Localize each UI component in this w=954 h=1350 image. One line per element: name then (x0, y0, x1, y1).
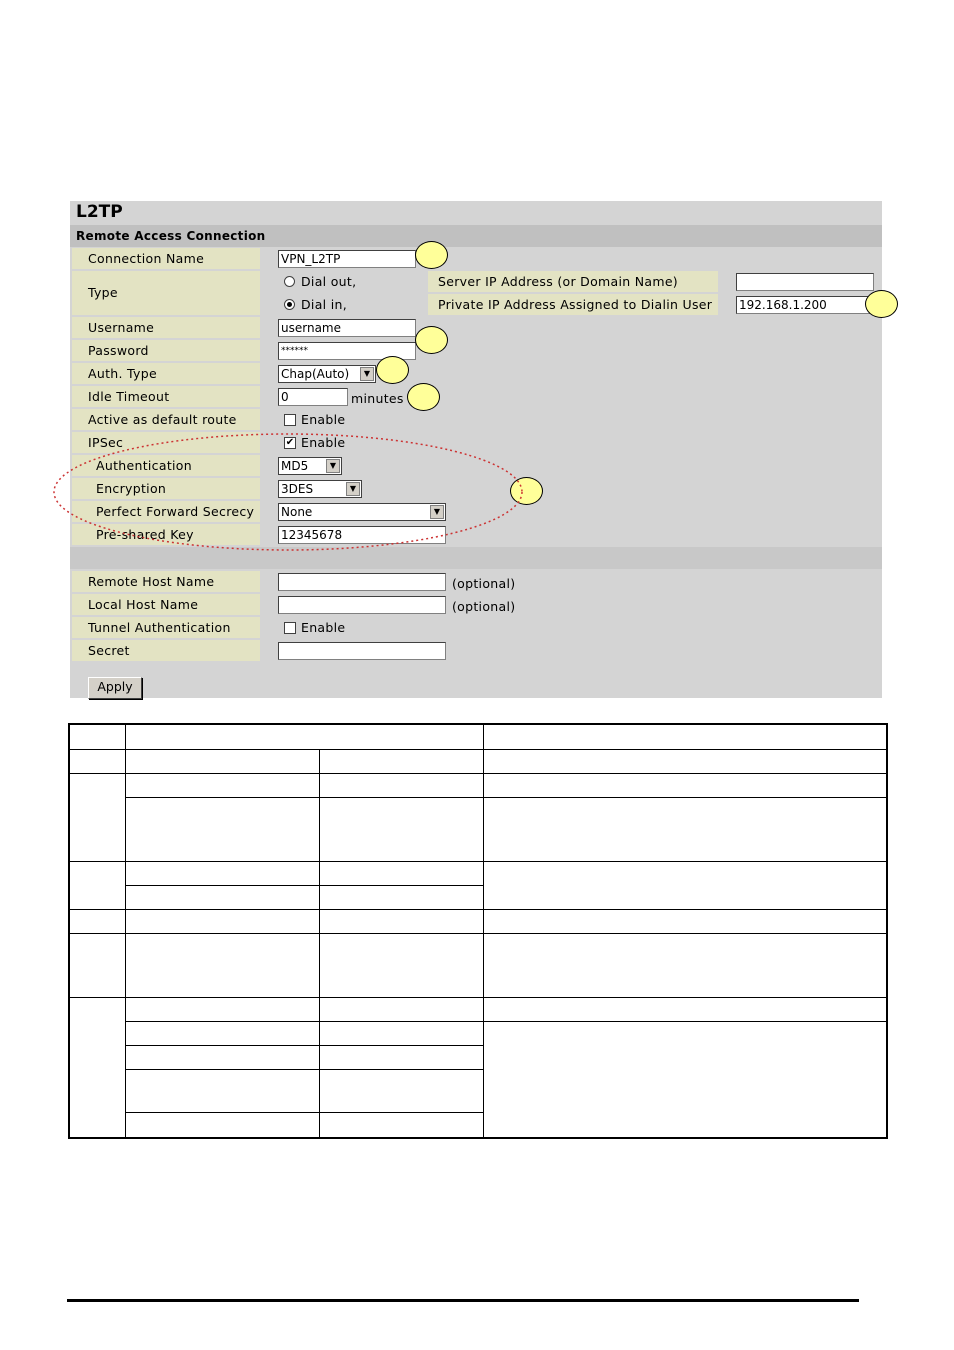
table-row-line (125, 1045, 483, 1046)
encryption-label: Encryption (72, 478, 260, 499)
chevron-down-icon: ▼ (326, 459, 340, 473)
page-title: L2TP (76, 202, 123, 222)
default-route-cell (262, 409, 882, 430)
ipsec-auth-value: MD5 (281, 459, 309, 473)
private-ip-cell (720, 294, 882, 315)
local-host-hint: (optional) (452, 599, 516, 614)
type-label: Type (72, 271, 260, 315)
table-col-line (319, 749, 320, 1139)
table-row-line (68, 997, 888, 998)
tunnel-auth-label: Tunnel Authentication (72, 617, 260, 638)
server-ip-cell (720, 271, 882, 292)
chevron-down-icon: ▼ (430, 505, 444, 519)
table-frame (68, 723, 888, 1139)
table-row-line (125, 1069, 483, 1070)
local-host-input[interactable] (278, 596, 446, 614)
remote-host-input[interactable] (278, 573, 446, 591)
dial-out-cell (262, 271, 426, 292)
auth-type-cell (262, 363, 882, 384)
private-ip-input[interactable]: 192.168.1.200 (736, 296, 874, 314)
auth-type-value: Chap(Auto) (281, 367, 350, 381)
server-ip-label: Server IP Address (or Domain Name) (428, 271, 718, 292)
default-route-checkbox[interactable] (284, 414, 296, 426)
ipsec-checkbox[interactable]: ✔ (285, 437, 295, 448)
ipsec-auth-label: Authentication (72, 455, 260, 476)
default-route-option: Enable (301, 412, 346, 427)
remote-host-label: Remote Host Name (72, 571, 260, 592)
default-route-label: Active as default route (72, 409, 260, 430)
pfs-label: Perfect Forward Secrecy (72, 501, 260, 522)
username-input[interactable]: username (278, 319, 416, 337)
dial-in-cell (262, 294, 426, 315)
chevron-down-icon: ▼ (346, 482, 360, 496)
username-cell (262, 317, 882, 338)
connection-name-cell (262, 248, 882, 269)
idle-timeout-input[interactable]: 0 (278, 388, 348, 406)
table-col-line (483, 723, 484, 1139)
table-row-line (68, 861, 888, 862)
psk-input[interactable]: 12345678 (278, 526, 446, 544)
private-ip-label: Private IP Address Assigned to Dialin User (428, 294, 718, 315)
callout-marker (865, 290, 898, 318)
apply-button[interactable]: Apply (88, 677, 142, 699)
ipsec-highlight-ellipse (50, 430, 530, 560)
tunnel-auth-cell (262, 617, 882, 638)
chevron-down-icon: ▼ (360, 367, 374, 381)
callout-marker (407, 383, 440, 411)
psk-label: Pre-shared Key (72, 524, 260, 545)
table-row-line (68, 933, 888, 934)
remote-host-cell (262, 571, 882, 592)
idle-timeout-label: Idle Timeout (72, 386, 260, 407)
idle-timeout-cell (262, 386, 882, 407)
secret-label: Secret (72, 640, 260, 661)
password-input[interactable]: ****** (278, 342, 416, 360)
idle-timeout-unit: minutes (351, 391, 404, 406)
table-row-line (68, 909, 888, 910)
ipsec-option: Enable (301, 435, 346, 450)
encryption-value: 3DES (281, 482, 314, 496)
callout-marker (376, 356, 409, 384)
local-host-label: Local Host Name (72, 594, 260, 615)
tunnel-auth-checkbox[interactable] (284, 622, 296, 634)
dial-in-radio[interactable] (284, 299, 295, 310)
table-col-line (125, 723, 126, 1139)
panel-title-bar (70, 201, 882, 223)
section-header: Remote Access Connection (70, 225, 882, 247)
table-row-line (125, 797, 888, 798)
remote-host-hint: (optional) (452, 576, 516, 591)
password-cell (262, 340, 882, 361)
table-row-line (68, 773, 888, 774)
pfs-value: None (281, 505, 313, 519)
connection-name-label: Connection Name (72, 248, 260, 269)
footer-rule (67, 1299, 859, 1302)
password-label: Password (72, 340, 260, 361)
server-ip-input[interactable] (736, 273, 874, 291)
dial-in-label: Dial in, (301, 297, 347, 312)
table-row-line (125, 1021, 888, 1022)
auth-type-label: Auth. Type (72, 363, 260, 384)
dial-out-label: Dial out, (301, 274, 357, 289)
table-row-line (68, 749, 888, 750)
local-host-cell (262, 594, 882, 615)
connection-name-input[interactable]: VPN_L2TP (278, 250, 416, 268)
auth-type-select[interactable] (278, 365, 376, 383)
table-row-line (125, 885, 483, 886)
table-row-line (125, 1112, 483, 1113)
secret-cell (262, 640, 882, 661)
callout-marker (415, 241, 448, 269)
dial-out-radio[interactable] (284, 276, 295, 287)
secret-input[interactable] (278, 642, 446, 660)
callout-marker (415, 326, 448, 354)
ipsec-label: IPSec (72, 432, 260, 453)
username-label: Username (72, 317, 260, 338)
tunnel-auth-option: Enable (301, 620, 346, 635)
